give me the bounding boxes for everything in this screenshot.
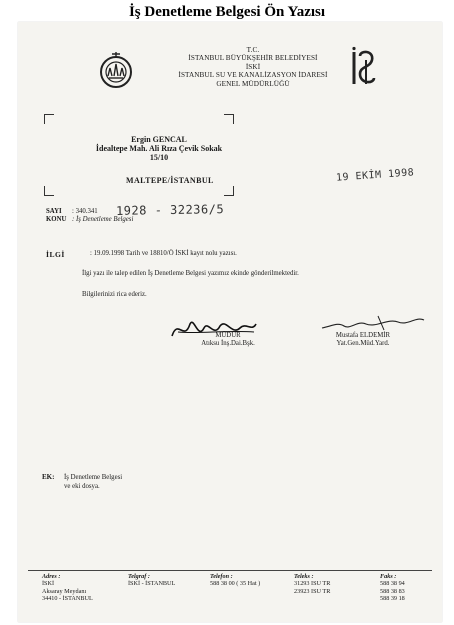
footer-line: İSKİ - İSTANBUL [128,580,176,588]
footer-heading: Telefon : [210,573,233,580]
recipient-number: 15/10 [149,152,169,162]
signature-block-right [308,332,418,348]
footer-line: 588 38 94 [380,580,405,588]
footer-line: İSKİ [42,580,55,588]
signature-position: Yat.Gen.Müd.Yard. [336,340,390,347]
letterhead-line: İSKİ [245,62,261,71]
letterhead-line: İSTANBUL SU VE KANALİZASYON İDARESİ [178,71,328,80]
footer-telex [294,573,330,595]
footer-address [42,573,93,603]
attachment-item: ve eki dosya. [64,483,100,490]
handwritten-number: 1928 - 32236/5 [115,202,225,218]
footer-heading: Faks : [380,573,397,580]
iski-logo-icon [348,46,380,90]
footer-divider [28,570,432,571]
footer-telegraph [128,573,175,588]
attachment-item: İş Denetleme Belgesi [64,474,123,481]
signature-block-left [178,332,278,348]
attachments-label: EK: [42,473,55,481]
ilgi-label: İLGİ [46,250,65,259]
signature-title: MÜDÜR [215,332,241,339]
page-title: İş Denetleme Belgesi Ön Yazısı [128,4,326,20]
footer-line: 34410 - İSTANBUL [42,595,93,603]
body-paragraph: Bilgilerinizi rica ederiz. [82,291,147,298]
ilgi-text: : 19.09.1998 Tarih ve 18810/Ö İSKİ kayıt nolu yazısı. [90,250,237,257]
recipient-street: İdealtepe Mah. Ali Rıza Çevik Sokak [95,143,223,153]
window-corner [224,186,234,196]
date-stamp: 19 EKİM 1998 [335,167,415,184]
konu-value: : İş Denetleme Belgesi [72,216,134,223]
footer-heading: Telgraf : [128,573,150,580]
window-corner [44,114,54,124]
letterhead [148,46,358,88]
footer-line: 23923 ISU TR [294,587,331,595]
window-corner [44,186,54,196]
recipient-city: MALTEPE/İSTANBUL [126,176,214,185]
letterhead-line: T.C. [246,46,260,54]
konu-label: KONU [46,216,67,223]
footer-line: 588 38 00 ( 35 Hat ) [210,580,261,588]
recipient-name: Ergin GENCAL [131,135,187,144]
sayi-label: SAYI [46,208,62,215]
signature-name: Mustafa ELDEMİR [335,332,391,339]
attachments-list [64,473,122,491]
footer-line: 588 39 18 [380,595,405,603]
window-corner [224,114,234,124]
footer-line: 588 38 83 [380,587,405,595]
sayi-value: : 340.341 [72,208,98,215]
recipient-address [74,136,244,162]
footer-heading: Adres : [42,573,61,580]
letterhead-line: GENEL MÜDÜRLÜĞÜ [216,79,290,88]
signature-department: Atıksu İnş.Dai.Bşk. [201,340,255,347]
footer-heading: Teleks : [294,573,314,580]
footer-phone [210,573,260,588]
footer-fax [380,573,405,603]
istanbul-municipality-logo-icon [98,48,134,94]
letterhead-line: İSTANBUL BÜYÜKŞEHİR BELEDİYESİ [188,54,318,63]
footer-line: Aksaray Meydanı [42,587,87,595]
body-paragraph: İlgi yazı ile talep edilen İş Denetleme Belgesi yazımız ekinde gönderilmektedir. [82,270,299,277]
letter-document [18,22,442,622]
footer-line: 31293 ISU TR [294,580,331,588]
